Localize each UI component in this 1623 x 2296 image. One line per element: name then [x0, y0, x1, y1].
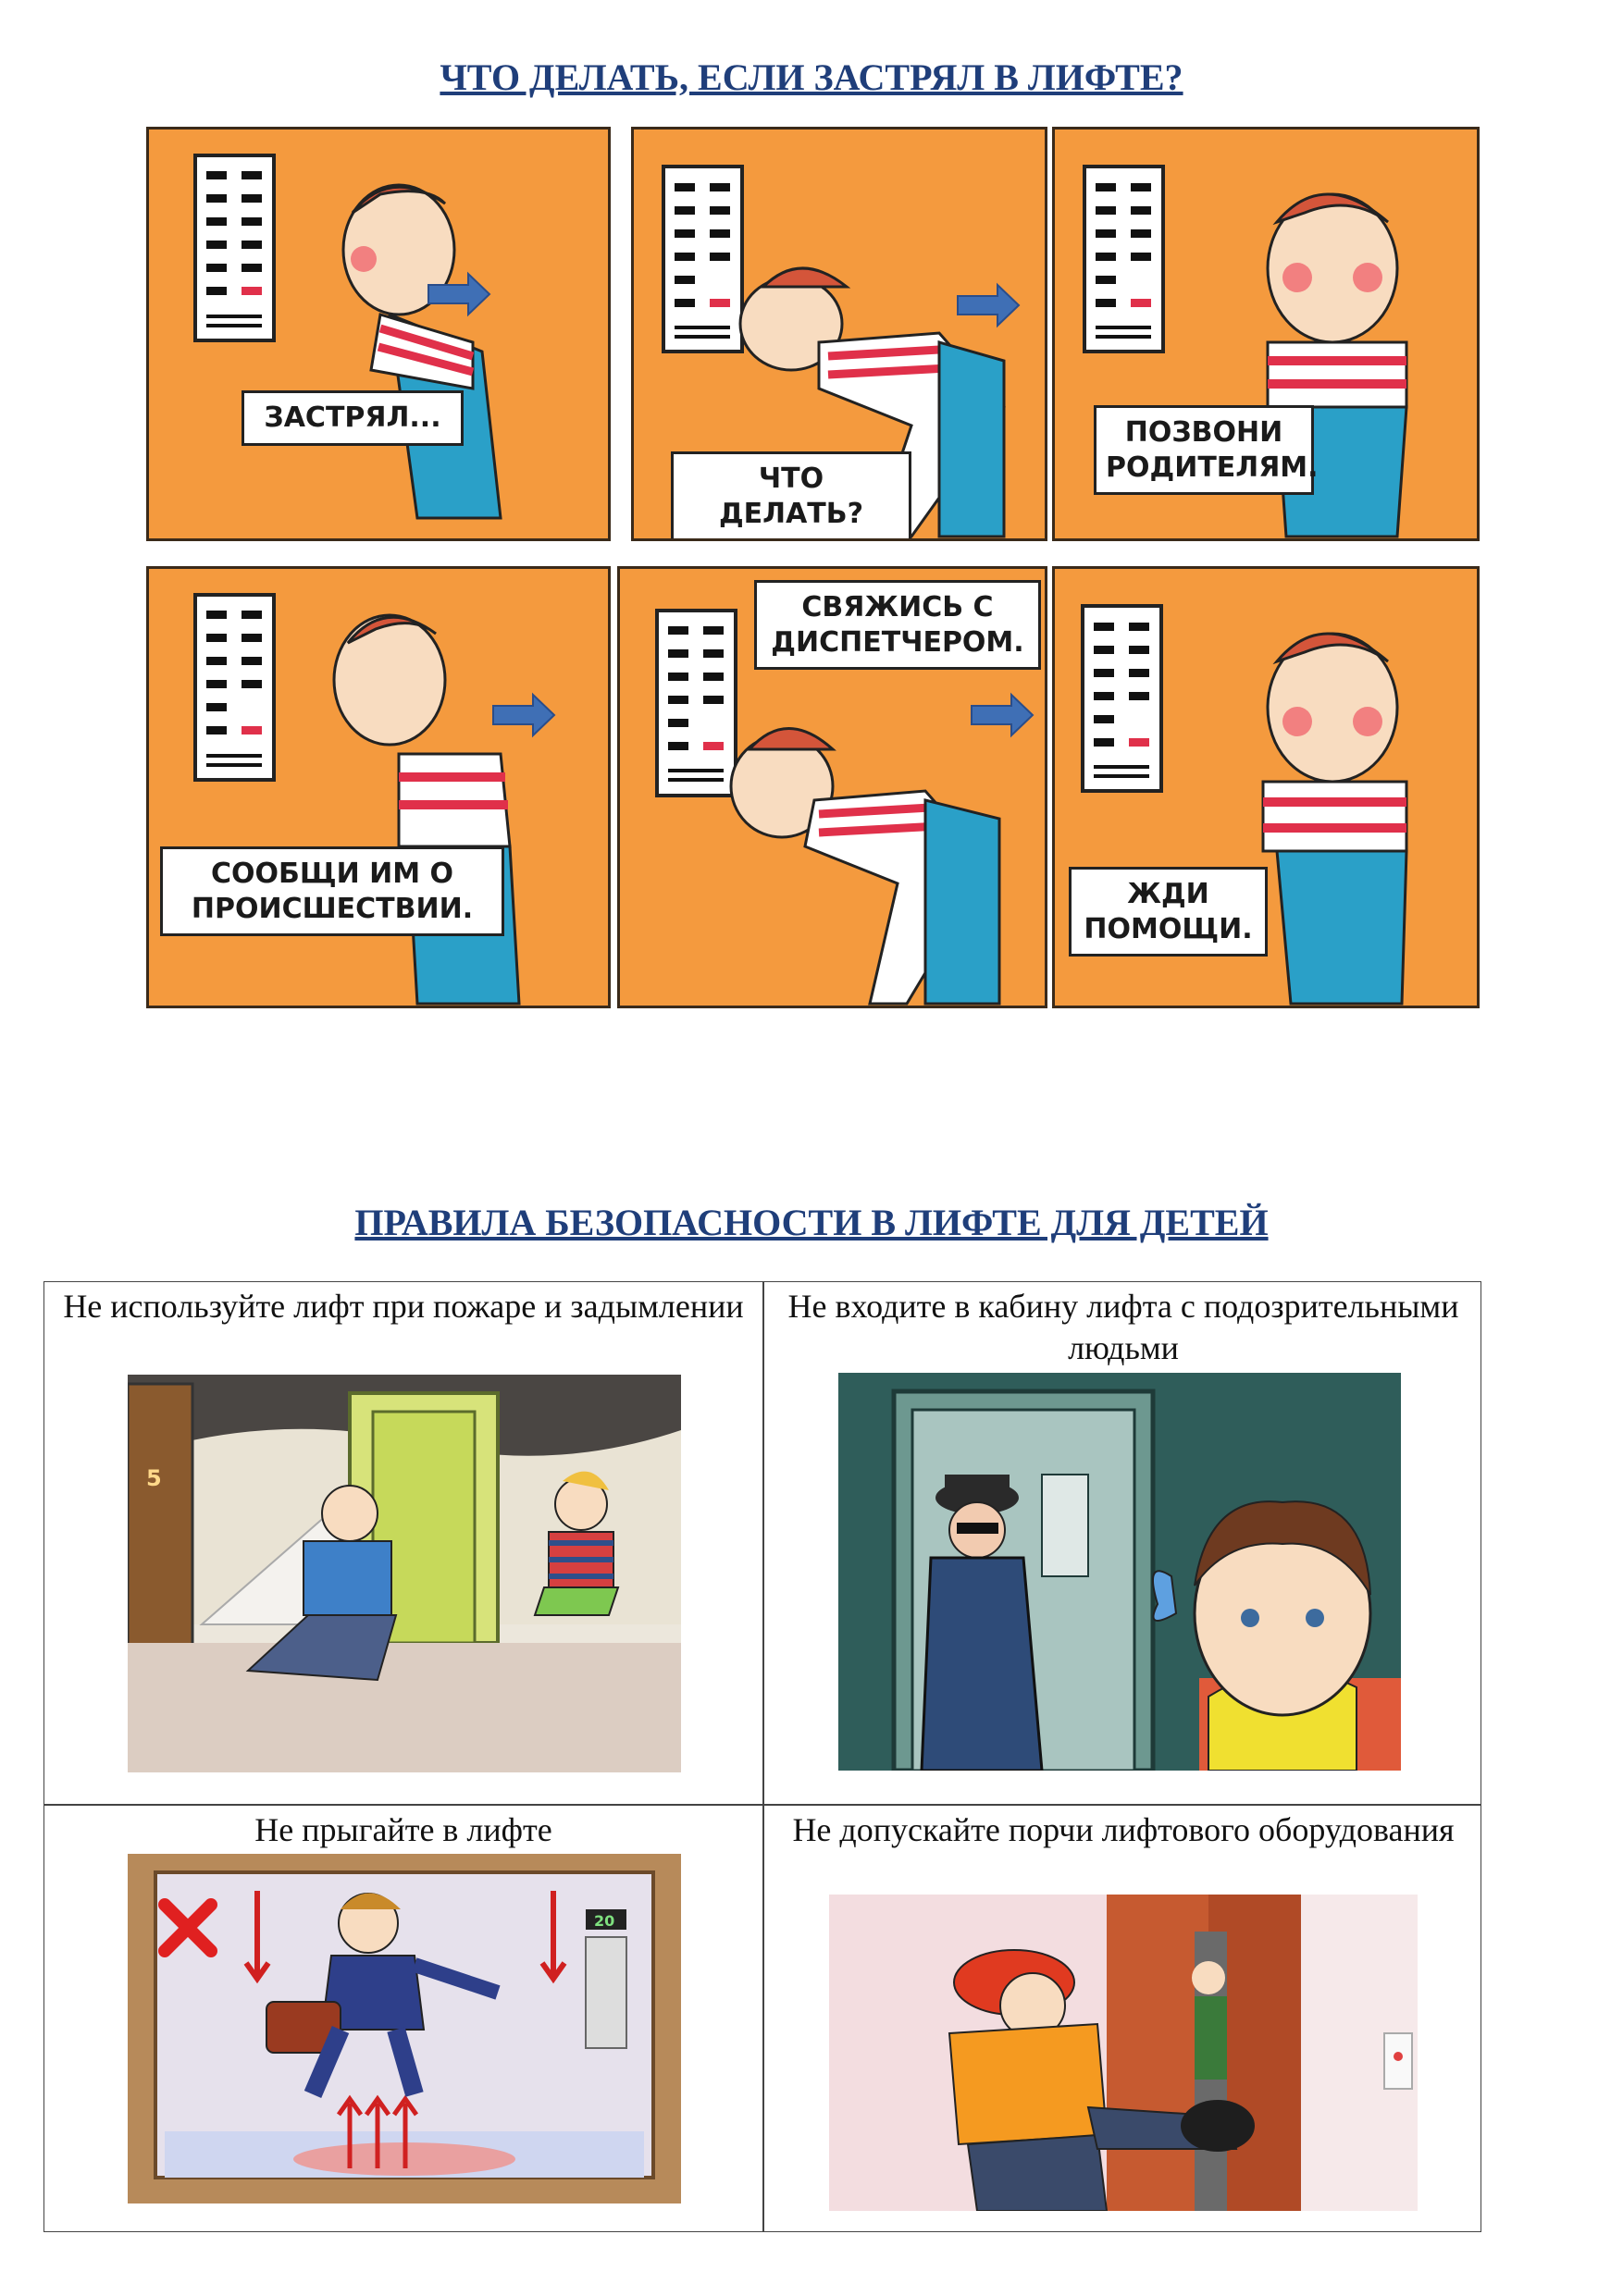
arrow-icon [972, 695, 1033, 735]
panel-caption: ЖДИ ПОМОЩИ. [1069, 867, 1268, 957]
comic-panel-2 [631, 127, 1047, 541]
jumping-boy-illustration [128, 1854, 681, 2203]
rule-cell [44, 1282, 762, 1804]
panel-caption: СВЯЖИСЬ С ДИСПЕТЧЕРОМ. [754, 580, 1041, 670]
panel-caption: СООБЩИ ИМ О ПРОИСШЕСТВИИ. [160, 846, 504, 936]
rule-cell [764, 1806, 1482, 2231]
rule-text: Не прыгайте в лифте [254, 1811, 552, 1848]
panel-caption: ПОЗВОНИ РОДИТЕЛЯМ. [1094, 405, 1314, 495]
rule-text: Не входите в кабину лифта с подозрительными людьми [787, 1288, 1459, 1366]
comic-panel-1 [146, 127, 611, 541]
comic-panel-6 [1052, 566, 1480, 1008]
comic-panel-5 [617, 566, 1047, 1008]
comic-panel-4 [146, 566, 611, 1008]
comic-panel-3 [1052, 127, 1480, 541]
svg-text:20: 20 [594, 1912, 615, 1930]
panel-caption: ЗАСТРЯЛ... [242, 390, 464, 446]
boy-stuck-illustration [149, 130, 611, 541]
rule-cell [764, 1282, 1482, 1804]
panel-caption: ЧТО ДЕЛАТЬ? [671, 451, 911, 541]
svg-text:5: 5 [146, 1465, 162, 1491]
arrow-icon [958, 285, 1019, 326]
arrow-icon [493, 695, 554, 735]
rule-text: Не используйте лифт при пожаре и задымлении [63, 1288, 744, 1325]
rules-table [43, 1281, 1481, 2232]
vandalism-illustration [829, 1895, 1418, 2211]
boy-reporting-illustration [149, 569, 611, 1008]
page-title: ЧТО ДЕЛАТЬ, ЕСЛИ ЗАСТРЯЛ В ЛИФТЕ? [440, 56, 1183, 98]
suspicious-person-illustration [838, 1373, 1401, 1771]
rules-title: ПРАВИЛА БЕЗОПАСНОСТИ В ЛИФТЕ ДЛЯ ДЕТЕЙ [354, 1202, 1269, 1243]
rule-cell [44, 1806, 762, 2231]
fire-illustration [128, 1375, 681, 1772]
rule-text: Не допускайте порчи лифтового оборудования [792, 1811, 1455, 1848]
